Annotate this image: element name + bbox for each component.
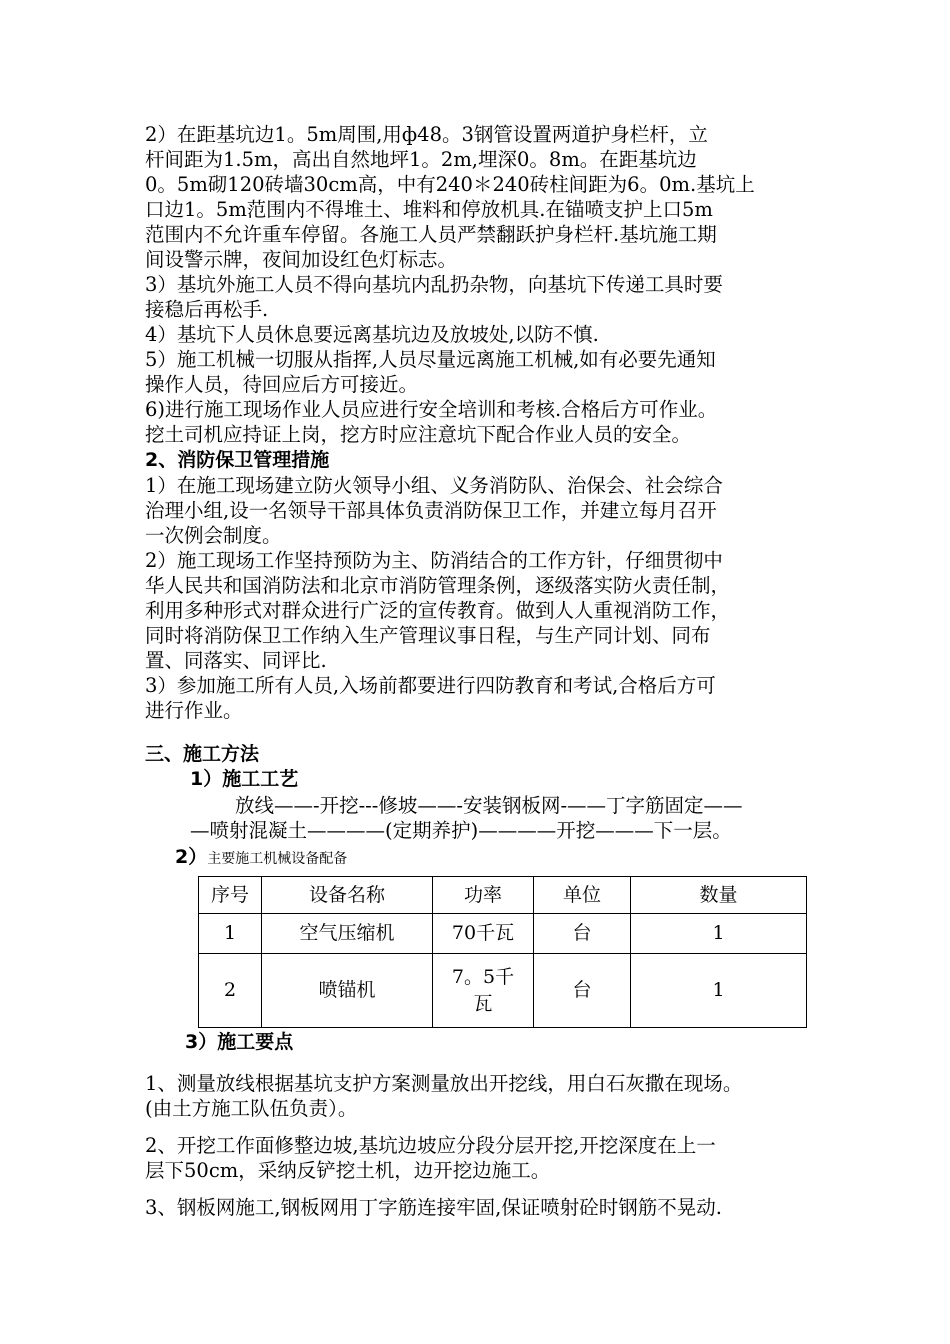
paragraph-line: 层下50cm，采纳反铲挖土机，边开挖边施工。 — [145, 1159, 551, 1182]
table-cell: 台 — [534, 914, 631, 954]
subsection-number: 2） — [175, 846, 208, 868]
process-line: —喷射混凝土————(定期养护)————开挖———下一层。 — [190, 819, 732, 842]
subsection-heading: 3）施工要点 — [185, 1031, 294, 1053]
paragraph-line: 接稳后再松手. — [145, 298, 269, 321]
cell-line: 7。5千 — [451, 965, 515, 988]
paragraph-line: 6)进行施工现场作业人员应进行安全培训和考核.合格后方可作业。 — [145, 398, 718, 421]
table-cell: 70千瓦 — [433, 914, 534, 954]
header-cell: 功率 — [433, 877, 534, 914]
paragraph-line: 治理小组,设一名领导干部具体负责消防保卫工作，并建立每月召开 — [145, 499, 717, 522]
header-cell: 序号 — [199, 877, 262, 914]
paragraph-line: 操作人员，待回应后方可接近。 — [145, 373, 419, 396]
subsection-label: 主要施工机械设备配备 — [207, 851, 348, 867]
process-line: 放线——-开挖---修坡——-安装钢板网-——丁字筋固定—— — [235, 794, 743, 817]
paragraph-line: 进行作业。 — [145, 699, 243, 722]
equipment-table — [198, 876, 807, 1028]
table-cell: 台 — [534, 954, 631, 1028]
subsection-heading — [175, 844, 855, 872]
table-row — [199, 954, 807, 1028]
table-cell — [433, 954, 534, 1028]
paragraph-line: 3、钢板网施工,钢板网用丁字筋连接牢固,保证喷射砼时钢筋不晃动. — [145, 1196, 723, 1219]
paragraph-line: 1）在施工现场建立防火领导小组、义务消防队、治保会、社会综合 — [145, 474, 723, 497]
table-cell: 1 — [631, 954, 807, 1028]
paragraph-line: 口边1。5m范围内不得堆土、堆料和停放机具.在锚喷支护上口5m — [145, 198, 713, 221]
paragraph-line: 杆间距为1.5m，高出自然地坪1。2m,埋深0。8m。在距基坑边 — [145, 148, 697, 171]
header-cell: 数量 — [631, 877, 807, 914]
paragraph-line: 4）基坑下人员休息要远离基坑边及放坡处,以防不慎. — [145, 323, 599, 346]
paragraph-line: 利用多种形式对群众进行广泛的宣传教育。做到人人重视消防工作， — [145, 599, 731, 622]
header-cell: 设备名称 — [262, 877, 433, 914]
paragraph-line: 同时将消防保卫工作纳入生产管理议事日程，与生产同计划、同布 — [145, 624, 711, 647]
header-cell: 单位 — [534, 877, 631, 914]
paragraph-line: 3）参加施工所有人员,入场前都要进行四防教育和考试,合格后方可 — [145, 674, 716, 697]
paragraph-line: 挖土司机应持证上岗，挖方时应注意坑下配合作业人员的安全。 — [145, 423, 692, 446]
paragraph-line: 0。5m砌120砖墙30cm高，中有240＊240砖柱间距为6。0m.基坑上 — [145, 173, 755, 196]
subsection-heading: 1）施工工艺 — [190, 768, 299, 790]
paragraph-line: 5）施工机械一切服从指挥,人员尽量远离施工机械,如有必要先通知 — [145, 348, 716, 371]
paragraph-line: 一次例会制度。 — [145, 524, 282, 547]
section-heading: 2、消防保卫管理措施 — [145, 449, 330, 471]
paragraph-line: 2、开挖工作面修整边坡,基坑边坡应分段分层开挖,开挖深度在上一 — [145, 1134, 716, 1157]
paragraph-line: 1、测量放线根据基坑支护方案测量放出开挖线，用白石灰撒在现场。 — [145, 1072, 743, 1095]
paragraph-line: 范围内不允许重车停留。各施工人员严禁翻跃护身栏杆.基坑施工期 — [145, 223, 717, 246]
paragraph-line: 间设警示牌，夜间加设红色灯标志。 — [145, 248, 458, 271]
cell-line: 瓦 — [473, 992, 493, 1015]
paragraph-line: 华人民共和国消防法和北京市消防管理条例，逐级落实防火责任制， — [145, 574, 731, 597]
paragraph-line: 置、同落实、同评比. — [145, 649, 327, 672]
section-heading: 三、施工方法 — [145, 743, 260, 765]
paragraph-line: 2）施工现场工作坚持预防为主、防消结合的工作方针，仔细贯彻中 — [145, 549, 723, 572]
paragraph-line: 2）在距基坑边1。5m周围,用ф48。3钢管设置两道护身栏杆，立 — [145, 123, 708, 146]
table-cell: 喷锚机 — [262, 954, 433, 1028]
table-cell: 2 — [199, 954, 262, 1028]
table-header-row — [199, 877, 807, 914]
table-cell: 1 — [631, 914, 807, 954]
table-cell: 空气压缩机 — [262, 914, 433, 954]
table-cell: 1 — [199, 914, 262, 954]
paragraph-line: 3）基坑外施工人员不得向基坑内乱扔杂物，向基坑下传递工具时要 — [145, 273, 723, 296]
table-row — [199, 914, 807, 954]
paragraph-line: (由土方施工队伍负责）。 — [145, 1097, 358, 1120]
